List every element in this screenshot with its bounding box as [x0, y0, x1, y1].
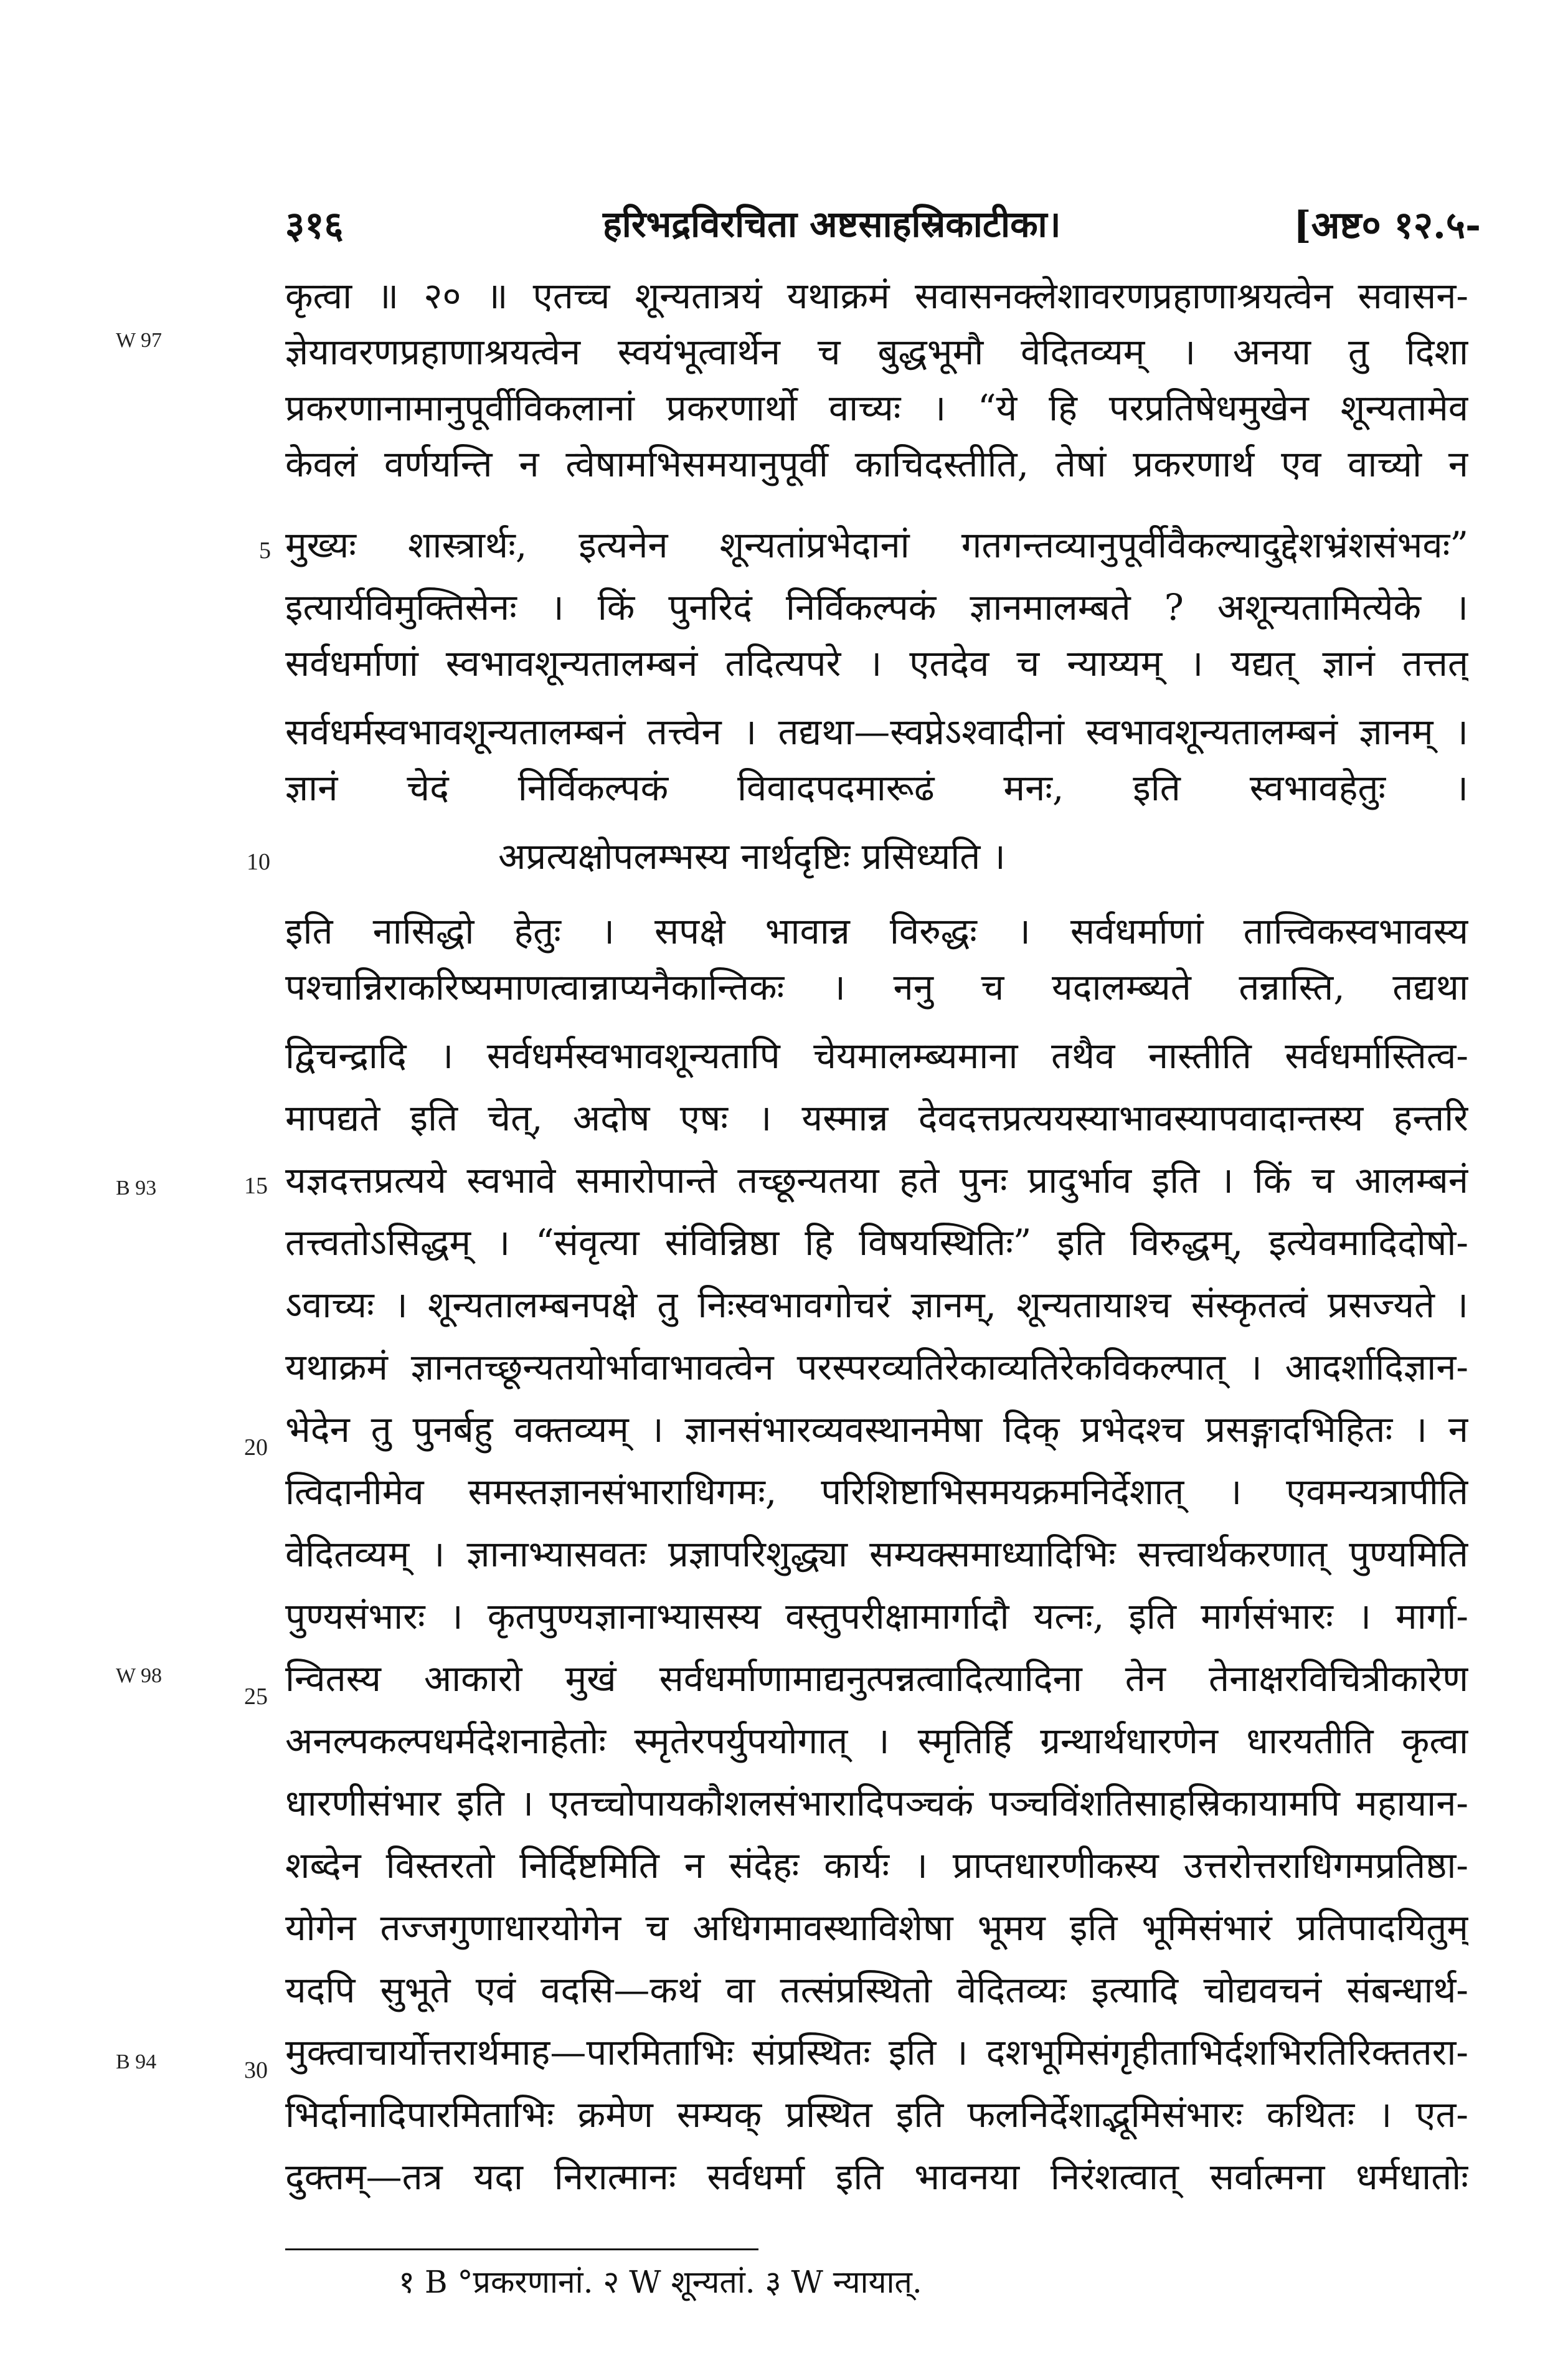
verse-quotation: अप्रत्यक्षोपलम्भस्य नार्थदृष्टिः प्रसिध्यति ।: [498, 835, 1006, 878]
text-line: तत्त्वतोऽसिद्धम् । “संवृत्या संविन्निष्ठा हि विषयस्थितिः” इति विरुद्धम्, इत्येवमादिदोषो-: [285, 1221, 1468, 1264]
line-number-20: 20: [244, 1434, 268, 1461]
line-number-15: 15: [244, 1173, 268, 1199]
text-line: त्विदानीमेव समस्तज्ञानसंभाराधिगमः, परिशिष्टाभिसमयक्रमनिर्देशात् । एवमन्यत्रापीति: [285, 1471, 1468, 1513]
page-number: ३१६: [285, 204, 344, 247]
text-line: दुक्तम्—तत्र यदा निरात्मानः सर्वधर्मा इति भावनया निरंशत्वात् सर्वात्मना धर्मधातोः: [285, 2156, 1468, 2198]
footnotes: १ B °प्रकरणानां. २ W शून्यतां. ३ W न्यायात्.: [399, 2264, 922, 2300]
text-line: योगेन तज्जगुणाधारयोगेन च अधिगमावस्थाविशेषा भूमय इति भूमिसंभारं प्रतिपादयितुम्: [285, 1906, 1468, 1949]
running-title: हरिभद्रविरचिता अष्टसाहस्रिकाटीका।: [603, 203, 1061, 245]
margin-note-w97: W 97: [116, 329, 162, 352]
text-line: मुक्त्वाचार्योत्तरार्थमाह—पारमिताभिः संप्रस्थितः इति । दशभूमिसंगृहीताभिर्दशभिरतिरिक्ततरा-: [285, 2031, 1468, 2073]
margin-note-b93: B 93: [116, 1177, 157, 1200]
text-line: धारणीसंभार इति । एतच्चोपायकौशलसंभारादिपञ्चकं पञ्चविंशतिसाहस्रिकायामपि महायान-: [285, 1782, 1468, 1824]
line-number-10: 10: [247, 849, 270, 875]
margin-note-w98: W 98: [116, 1664, 162, 1687]
footnote-divider: [285, 2248, 758, 2250]
text-line: यदपि सुभूते एवं वदसि—कथं वा तत्संप्रस्थितो वेदितव्यः इत्यादि चोद्यवचनं संबन्धार्थ-: [285, 1969, 1468, 2011]
text-line: भिर्दानादिपारमिताभिः क्रमेण सम्यक् प्रस्थित इति फलनिर्देशाद्भूमिसंभारः कथितः । एत-: [285, 2093, 1468, 2136]
text-line: ज्ञेयावरणप्रहाणाश्रयत्वेन स्वयंभूत्वार्थेन च बुद्धभूमौ वेदितव्यम् । अनया तु दिशा: [285, 331, 1468, 373]
text-line: ऽवाच्यः । शून्यतालम्बनपक्षे तु निःस्वभावगोचरं ज्ञानम्, शून्यतायाश्च संस्कृतत्वं प्रसज्यते ।: [285, 1284, 1468, 1326]
text-line: पश्चान्निराकरिष्यमाणत्वान्नाप्यनैकान्तिकः । ननु च यदालम्ब्यते तन्नास्ति, तद्यथा: [285, 966, 1468, 1008]
text-line: इत्यार्यविमुक्तिसेनः । किं पुनरिदं निर्विकल्पकं ज्ञानमालम्बते ? अशून्यतामित्येके ।: [285, 586, 1468, 628]
text-line: सर्वधर्मस्वभावशून्यतालम्बनं तत्त्वेन । तद्यथा—स्वप्नेऽश्वादीनां स्वभावशून्यतालम्बनं ज्ञानम् ।: [285, 711, 1468, 753]
text-line: द्विचन्द्रादि । सर्वधर्मस्वभावशून्यतापि चेयमालम्ब्यमाना तथैव नास्तीति सर्वधर्मास्तित्व-: [285, 1035, 1468, 1077]
text-line: यज्ञदत्तप्रत्यये स्वभावे समारोपान्ते तच्छून्यतया हते पुनः प्रादुर्भाव इति । किं च आलम्बनं: [285, 1159, 1468, 1201]
text-line: मुख्यः शास्त्रार्थः, इत्यनेन शून्यतांप्रभेदानां गतगन्तव्यानुपूर्वीवैकल्यादुद्देशभ्रंशसंभवः”: [285, 524, 1468, 566]
text-line: मापद्यते इति चेत्, अदोष एषः । यस्मान्न देवदत्तप्रत्ययस्याभावस्यापवादान्तस्य हन्तरि: [285, 1097, 1468, 1139]
text-line: न्वितस्य आकारो मुखं सर्वधर्माणामाद्यनुत्पन्नत्वादित्यादिना तेन तेनाक्षरविचित्रीकारेण: [285, 1657, 1468, 1700]
text-line: वेदितव्यम् । ज्ञानाभ्यासवतः प्रज्ञापरिशुद्ध्या सम्यक्समाध्यादिभिः सत्त्वार्थकरणात् पुण्यमिति: [285, 1533, 1468, 1575]
page-header: [285, 198, 1481, 254]
text-line: भेदेन तु पुनर्बहु वक्तव्यम् । ज्ञानसंभारव्यवस्थानमेषा दिक् प्रभेदश्च प्रसङ्गादभिहितः । न: [285, 1408, 1468, 1451]
margin-note-b94: B 94: [116, 2050, 157, 2073]
text-line: प्रकरणानामानुपूर्वीविकलानां प्रकरणार्थो वाच्यः । “ये हि परप्रतिषेधमुखेन शून्यतामेव: [285, 387, 1468, 429]
line-number-5: 5: [259, 538, 271, 564]
text-line: यथाक्रमं ज्ञानतच्छून्यतयोर्भावाभावत्वेन परस्परव्यतिरेकाव्यतिरेकविकल्पात् । आदर्शादिज्ञान-: [285, 1346, 1468, 1388]
section-reference: [अष्ट० १२.५-: [1293, 204, 1481, 247]
line-number-25: 25: [244, 1684, 268, 1710]
text-line: पुण्यसंभारः । कृतपुण्यज्ञानाभ्यासस्य वस्तुपरीक्षामार्गादौ यत्नः, इति मार्गसंभारः । मार्गा-: [285, 1595, 1468, 1637]
text-line: ज्ञानं चेदं निर्विकल्पकं विवादपदमारूढं मनः, इति स्वभावहेतुः ।: [285, 767, 1468, 809]
text-line: शब्देन विस्तरतो निर्दिष्टमिति न संदेहः कार्यः । प्राप्तधारणीकस्य उत्तरोत्तराधिगमप्रतिष्ठा-: [285, 1844, 1468, 1887]
line-number-30: 30: [244, 2057, 268, 2083]
text-line: सर्वधर्माणां स्वभावशून्यतालम्बनं तदित्यपरे । एतदेव च न्याय्यम् । यद्यत् ज्ञानं तत्तत्: [285, 642, 1468, 684]
text-line: केवलं वर्णयन्ति न त्वेषामभिसमयानुपूर्वी काचिदस्तीति, तेषां प्रकरणार्थ एव वाच्यो न: [285, 443, 1468, 485]
text-line: कृत्वा ॥ २० ॥ एतच्च शून्यतात्रयं यथाक्रमं सवासनक्लेशावरणप्रहाणाश्रयत्वेन सवासन-: [285, 275, 1468, 317]
text-line: अनल्पकल्पधर्मदेशनाहेतोः स्मृतेरपर्युपयोगात् । स्मृतिर्हि ग्रन्थार्थधारणेन धारयतीति कृत्वा: [285, 1720, 1468, 1762]
text-line: इति नासिद्धो हेतुः । सपक्षे भावान्न विरुद्धः । सर्वधर्माणां तात्त्विकस्वभावस्य: [285, 910, 1468, 952]
